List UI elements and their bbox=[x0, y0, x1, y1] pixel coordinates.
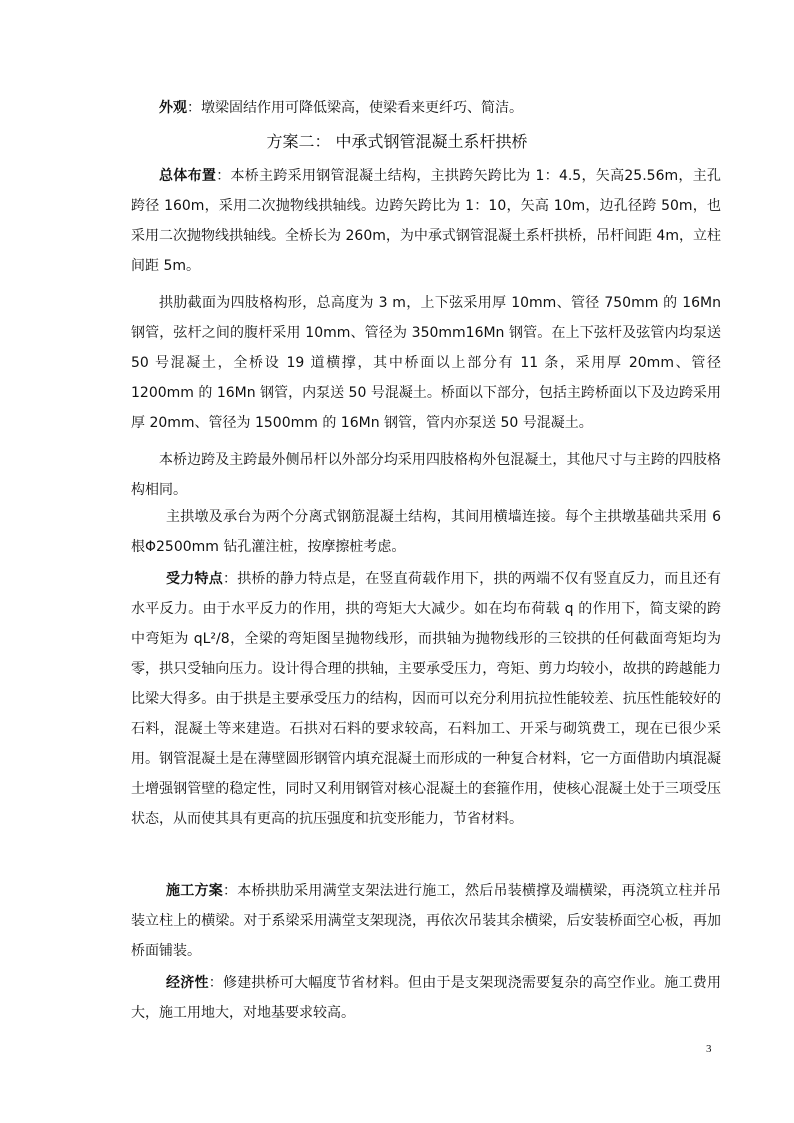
label-economy: 经济性 bbox=[166, 975, 209, 991]
paragraph-arch-rib: 拱肋截面为四肢格构形，总高度为 3 m，上下弦采用厚 10mm、管径 750mm 的 16Mn 钢管，弦杆之间的腹杆采用 10mm、管径为 350mm16Mn 钢管。在上下弦杆及弦管内均泵送 50 号混凝土，全桥设 19 道横撑，其中桥面以上部分有 11 条，采用厚 20mm、管径 1200mm 的 16Mn 钢管，内泵送 50 号混凝土。桥面以下部分，包括主跨桥面以下及边跨采用厚 20mm、管径为 1500mm 的 16Mn 钢管，管内亦泵送 50 号混凝土。 bbox=[131, 295, 721, 431]
paragraph-construction bbox=[131, 876, 721, 966]
text-layout: ：本桥主跨采用钢管混凝土结构，主拱跨矢跨比为 1：4.5，矢高25.56m，主孔跨径 160m，采用二次抛物线拱轴线。边跨矢跨比为 1：10，矢高 10m，边孔径跨 50m，也采用二次抛物线拱轴线。全桥长为 260m，为中承式钢管混凝土系杆拱桥，吊杆间距 4m，立柱间距 5m。 bbox=[131, 168, 721, 274]
text-construction: ：本桥拱肋采用满堂支架法进行施工，然后吊装横撑及端横梁，再浇筑立柱并吊装立柱上的横梁。对于系梁采用满堂支架现浇，再依次吊装其余横梁，后安装桥面空心板，再加桥面铺装。 bbox=[131, 883, 722, 959]
text-appearance: ：墩梁固结作用可降低梁高，使梁看来更纤巧、简洁。 bbox=[187, 100, 523, 116]
paragraph-economy bbox=[131, 968, 721, 1028]
label-construction: 施工方案 bbox=[166, 883, 223, 899]
text-economy: ：修建拱桥可大幅度节省材料。但由于是支架现浇需要复杂的高空作业。施工费用大，施工用地大，对地基要求较高。 bbox=[131, 975, 722, 1021]
paragraph-side-span: 本桥边跨及主跨最外侧吊杆以外部分均采用四肢格构外包混凝土，其他尺寸与主跨的四肢格构相同。 bbox=[131, 452, 721, 498]
paragraph-appearance bbox=[131, 93, 721, 123]
paragraph-mechanics bbox=[131, 564, 721, 834]
paragraph-layout bbox=[131, 161, 721, 281]
label-mechanics: 受力特点 bbox=[166, 571, 223, 587]
paragraph-foundation: 主拱墩及承台为两个分离式钢筋混凝土结构，其间用横墙连接。每个主拱墩基础共采用 6 根Φ2500mm 钻孔灌注桩，按摩擦桩考虑。 bbox=[131, 509, 721, 555]
page-number: 3 bbox=[706, 1043, 712, 1055]
label-layout: 总体布置 bbox=[159, 168, 217, 184]
label-appearance: 外观 bbox=[159, 100, 187, 116]
section-title: 方案二： 中承式钢管混凝土系杆拱桥 bbox=[266, 132, 528, 151]
text-mechanics: ：拱桥的静力特点是，在竖直荷载作用下，拱的两端不仅有竖直反力，而且还有水平反力。由于水平反力的作用，拱的弯矩大大减少。如在均布荷载 q 的作用下，简支梁的跨中弯矩为 qL²/8，全梁的弯矩图呈抛物线形，而拱轴为抛物线形的三铰拱的任何截面弯矩均为零，拱只受轴向压力。设计得合理的拱轴，主要承受压力，弯矩、剪力均较小，故拱的跨越能力比梁大得多。由于拱是主要承受压力的结构，因而可以充分利用抗拉性能较差、抗压性能较好的石料，混凝土等来建造。石拱对石料的要求较高，石料加工、开采与砌筑费工，现在已很少采用。钢管混凝土是在薄壁圆形钢管内填充混凝土而形成的一种复合材料，它一方面借助内填混凝土增强钢管壁的稳定性，同时又利用钢管对核心混凝土的套箍作用，使核心混凝土处于三项受压状态，从而使其具有更高的抗压强度和抗变形能力，节省材料。 bbox=[131, 571, 722, 827]
